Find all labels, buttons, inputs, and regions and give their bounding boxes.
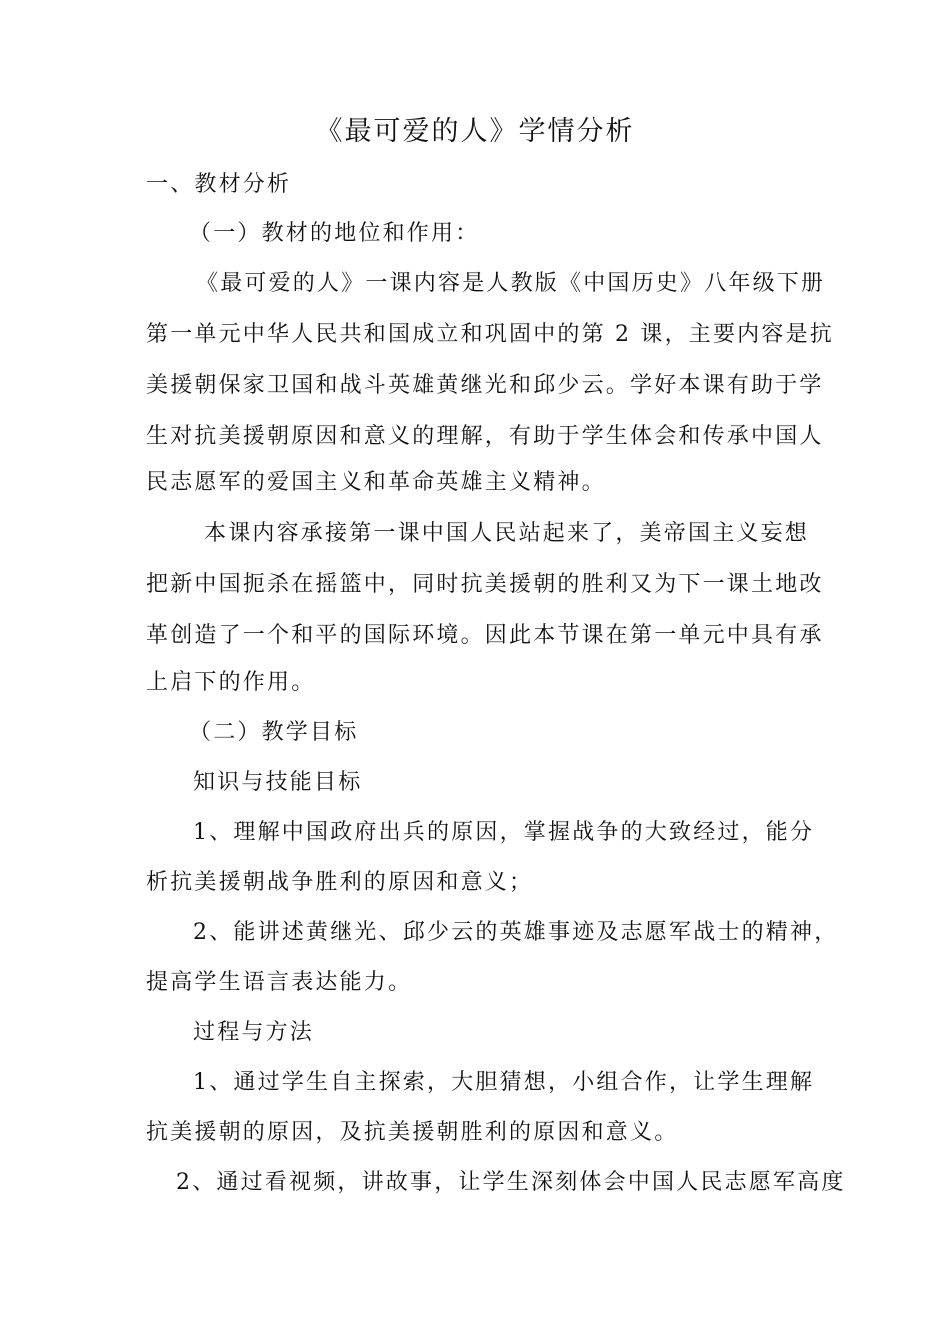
list-item-line: 2、通过看视频，讲故事，让学生深刻体会中国人民志愿军高度 bbox=[176, 1170, 846, 1195]
list-item-line: 1、理解中国政府出兵的原因，掌握战争的大致经过，能分 bbox=[193, 820, 815, 845]
list-item-line: 析抗美援朝战争胜利的原因和意义； bbox=[146, 870, 534, 895]
section-heading-textbook-analysis: 一、教材分析 bbox=[146, 172, 292, 197]
paragraph-line: 民志愿军的爱国主义和革命英雄主义精神。 bbox=[146, 470, 606, 495]
paragraph-line: 本课内容承接第一课中国人民站起来了，美帝国主义妄想 bbox=[204, 521, 810, 546]
list-item-line: 提高学生语言表达能力。 bbox=[146, 970, 413, 995]
paragraph-line: 把新中国扼杀在摇篮中，同时抗美援朝的胜利又为下一课土地改 bbox=[146, 572, 824, 597]
subheading-knowledge-skills-goals: 知识与技能目标 bbox=[193, 770, 363, 795]
list-item-line: 2、能讲述黄继光、邱少云的英雄事迹及志愿军战士的精神， bbox=[193, 920, 839, 945]
paragraph-line: 《最可爱的人》一课内容是人教版《中国历史》八年级下册 bbox=[196, 271, 826, 296]
list-item-line: 抗美援朝的原因，及抗美援朝胜利的原因和意义。 bbox=[146, 1120, 679, 1145]
paragraph-line: 美援朝保家卫国和战斗英雄黄继光和邱少云。学好本课有助于学 bbox=[146, 373, 824, 398]
subheading-position-and-role: （一）教材的地位和作用： bbox=[189, 221, 480, 246]
paragraph-line: 第一单元中华人民共和国成立和巩固中的第 2 课，主要内容是抗 bbox=[146, 322, 834, 347]
paragraph-line: 生对抗美援朝原因和意义的理解，有助于学生体会和传承中国人 bbox=[146, 424, 824, 449]
subheading-process-methods: 过程与方法 bbox=[193, 1020, 315, 1045]
paragraph-line: 革创造了一个和平的国际环境。因此本节课在第一单元中具有承 bbox=[146, 623, 824, 648]
subheading-teaching-goals: （二）教学目标 bbox=[189, 720, 359, 745]
paragraph-line: 上启下的作用。 bbox=[146, 670, 316, 695]
list-item-line: 1、通过学生自主探索，大胆猜想，小组合作，让学生理解 bbox=[193, 1070, 815, 1095]
document-title: 《最可爱的人》学情分析 bbox=[315, 116, 635, 147]
